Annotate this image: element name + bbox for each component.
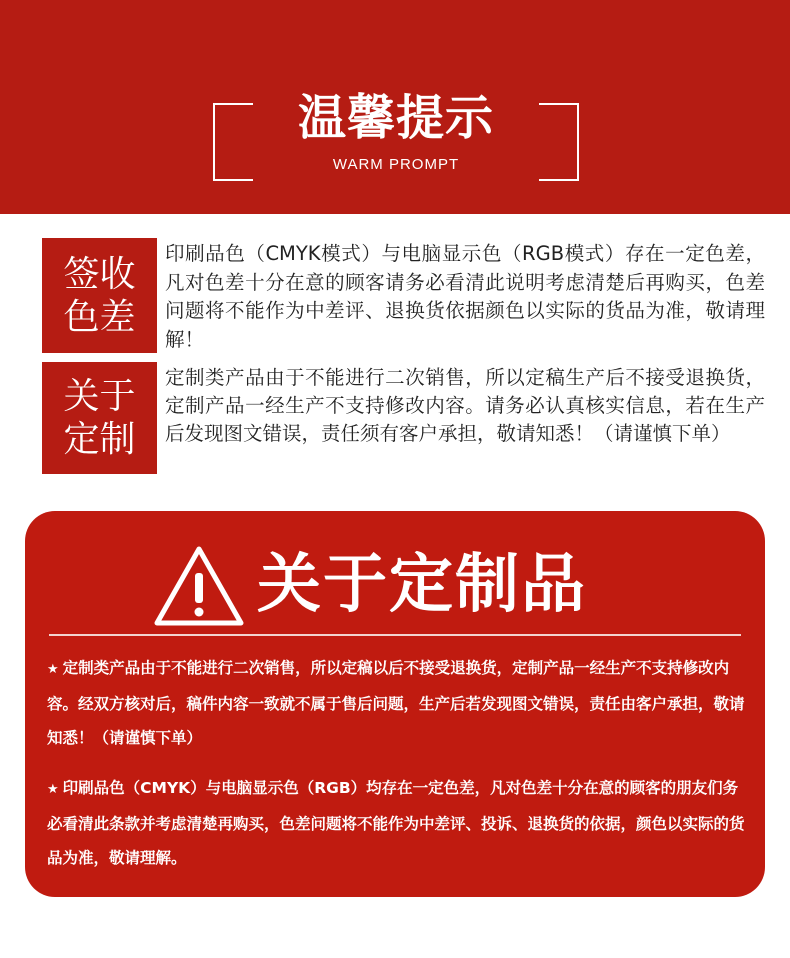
custom-products-panel [25,511,765,897]
notice-label-text: 签收色差 [63,253,136,338]
panel-item [47,651,747,755]
star-icon: ★ [47,662,59,677]
title-frame-right [539,103,579,181]
notice-label [42,238,157,353]
panel-title: 关于定制品 [257,548,587,622]
notice-customization [42,362,765,474]
panel-divider [49,634,741,636]
star-icon: ★ [47,782,59,797]
panel-header [25,533,765,633]
banner-title: 温馨提示 [297,90,494,146]
warning-triangle-icon [151,543,247,629]
header-banner [0,0,790,214]
notice-label-text: 关于定制 [63,376,136,460]
notice-text: 定制类产品由于不能进行二次销售，所以定稿生产后不接受退换货，定制产品一经生产不支持修改内容。请务必认真核实信息，若在生产后发现图文错误，责任须有客户承担，敬请知悉！（请谨慎下单） [165,366,765,445]
panel-item-text: 定制类产品由于不能进行二次销售，所以定稿以后不接受退换货，定制产品一经生产不支持修改内容。经双方核对后，稿件内容一致就不属于售后问题，生产后若发现图文错误，责任由客户承担，敬请知悉！（请谨慎下单） [47,659,745,747]
notice-color-difference [42,238,765,353]
notice-label [42,362,157,474]
title-frame-left [213,103,253,181]
notice-text: 印刷品色（CMYK模式）与电脑显示色（RGB模式）存在一定色差，凡对色差十分在意的顾客请务必看清此说明考虑清楚后再购买，色差问题将不能作为中差评、退换货依据颜色以实际的货品为准，敬请理解！ [165,242,765,351]
panel-item [47,771,747,875]
banner-subtitle: WARM PROMPT [332,156,460,173]
panel-item-text: 印刷品色（CMYK）与电脑显示色（RGB）均存在一定色差，凡对色差十分在意的顾客的朋友们务必看清此条款并考虑清楚再购买，色差问题将不能作为中差评、投诉、退换货的依据，颜色以实际的货品为准，敬请理解。 [47,779,745,867]
